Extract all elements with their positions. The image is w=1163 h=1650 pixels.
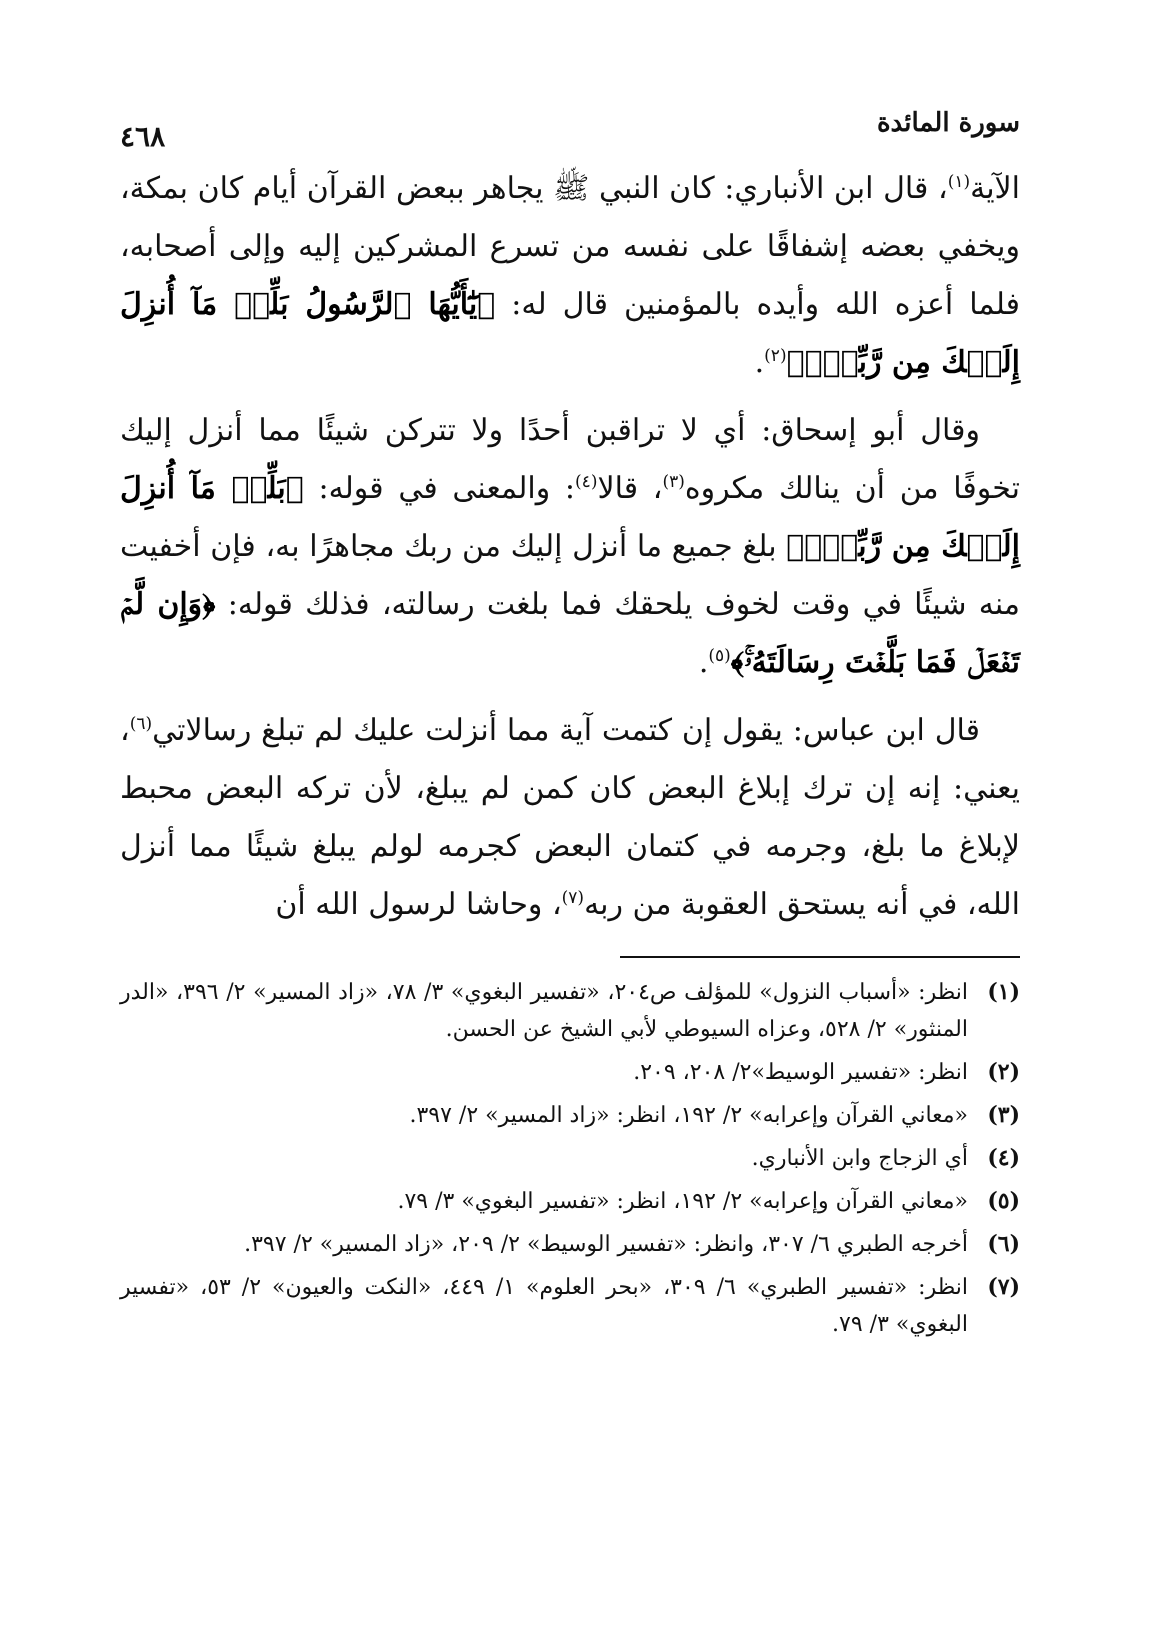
text-run: ، قالا [597,471,663,506]
footnote-reference[interactable]: (٧) [561,888,585,908]
paragraph [120,160,1020,392]
text-run: ، وحاشا لرسول الله أن [275,887,562,922]
page-number: ٤٦٨ [120,120,166,153]
text-run: . [754,345,765,380]
quran-verse: ﴿وَإِن لَّمۡ تَفۡعَلۡ فَمَا بَلَّغۡتَ رِسَالَتَهُۥۚ﴾ [120,587,1020,680]
text-run: بلغ جميع ما أنزل إليك من ربك مجاهرًا به، فإن أخفيت منه شيئًا في وقت لخوف يلحقك فما بلغت رسالته، فذلك قوله: [120,529,1020,622]
footnote-reference[interactable]: (١) [947,172,971,192]
footnote-reference[interactable]: (٢) [764,346,787,366]
footnote [120,1183,1020,1220]
footnote-number: (١) [987,979,1020,1005]
footnote-number: (٧) [987,1274,1020,1300]
footnote-rule-wrap [120,944,1020,974]
text-run: ، يعني: إنه إن ترك إبلاغ البعض كان كمن لم يبلغ، لأن تركه البعض محبط لإبلاغ ما بلغ، وجرمه في كتمان البعض كجرمه لولم يبلغ شيئًا مما أنزل الله، في أنه يستحق العقوبة من ربه [120,713,1021,922]
paragraph [120,702,1020,934]
footnote-number: (٣) [987,1102,1020,1128]
text-run: ، قال ابن الأنباري: كان النبي ﷺ يجاهر ببعض القرآن أيام كان بمكة، ويخفي بعضه إشفاقًا على نفسه من تسرع المشركين إليه وإلى أصحابه، فلما أعزه الله وأيده بالمؤمنين قال له: [120,171,1020,322]
footnote [120,1226,1020,1263]
text-run: : والمعنى في قوله: [303,471,576,506]
text-run: قال ابن عباس: يقول إن كتمت آية مما أنزلت عليك لم تبلغ رسالاتي [152,713,980,748]
text-run: الآية [970,171,1020,206]
quran-verse: ﴿يَٰٓأَيُّهَا ٱلرَّسُولُ بَلِّغۡ مَآ أُنزِلَ إِلَيۡكَ مِن رَّبِّكَۖ﴾ [120,287,1020,380]
quran-verse: ﴿بَلِّغۡ مَآ أُنزِلَ إِلَيۡكَ مِن رَّبِّكَۖ﴾ [120,471,1020,564]
footnote [120,1054,1020,1091]
footnote-reference[interactable]: (٦) [129,714,153,734]
footnote-reference[interactable]: (٤) [575,472,598,492]
paragraph [120,402,1020,692]
text-run: . [698,645,709,680]
footnote-reference[interactable]: (٣) [662,472,685,492]
footnote-reference[interactable]: (٥) [708,646,731,666]
footnote-text: انظر: «أسباب النزول» للمؤلف ص٢٠٤، «تفسير البغوي» ٣/ ٧٨، «زاد المسير» ٢/ ٣٩٦، «الدر المنثور» ٢/ ٥٢٨، وعزاه السيوطي لأبي الشيخ عن الحسن. [120,980,969,1042]
footnote-number: (٦) [987,1231,1020,1257]
page-header [120,90,1020,160]
footnotes [120,974,1020,1343]
footnote-number: (٥) [987,1188,1020,1214]
footnote-text: انظر: «تفسير الطبري» ٦/ ٣٠٩، «بحر العلوم» ١/ ٤٤٩، «النكت والعيون» ٢/ ٥٣، «تفسير البغوي» ٣/ ٧٩. [120,1275,969,1337]
footnote-text: انظر: «تفسير الوسيط»٢/ ٢٠٨، ٢٠٩. [633,1060,968,1085]
footnote-text: «معاني القرآن وإعرابه» ٢/ ١٩٢، انظر: «زاد المسير» ٢/ ٣٩٧. [409,1103,968,1128]
footnote-text: «معاني القرآن وإعرابه» ٢/ ١٩٢، انظر: «تفسير البغوي» ٣/ ٧٩. [397,1189,968,1214]
footnote-separator [620,956,1020,958]
footnote [120,1269,1020,1343]
footnote-text: أخرجه الطبري ٦/ ٣٠٧، وانظر: «تفسير الوسيط» ٢/ ٢٠٩، «زاد المسير» ٢/ ٣٩٧. [244,1232,968,1257]
footnote-number: (٤) [987,1145,1020,1171]
footnote-number: (٢) [987,1059,1020,1085]
footnote [120,1140,1020,1177]
text-run: وقال أبو إسحاق: أي لا تراقبن أحدًا ولا تتركن شيئًا مما أنزل إليك تخوفًا من أن ينالك مكروه [120,413,1020,506]
book-page [120,90,1020,1590]
main-text [120,160,1020,934]
footnote-text: أي الزجاج وابن الأنباري. [751,1146,968,1171]
footnote [120,1097,1020,1134]
surah-title: سورة المائدة [876,108,1020,138]
footnote [120,974,1020,1048]
